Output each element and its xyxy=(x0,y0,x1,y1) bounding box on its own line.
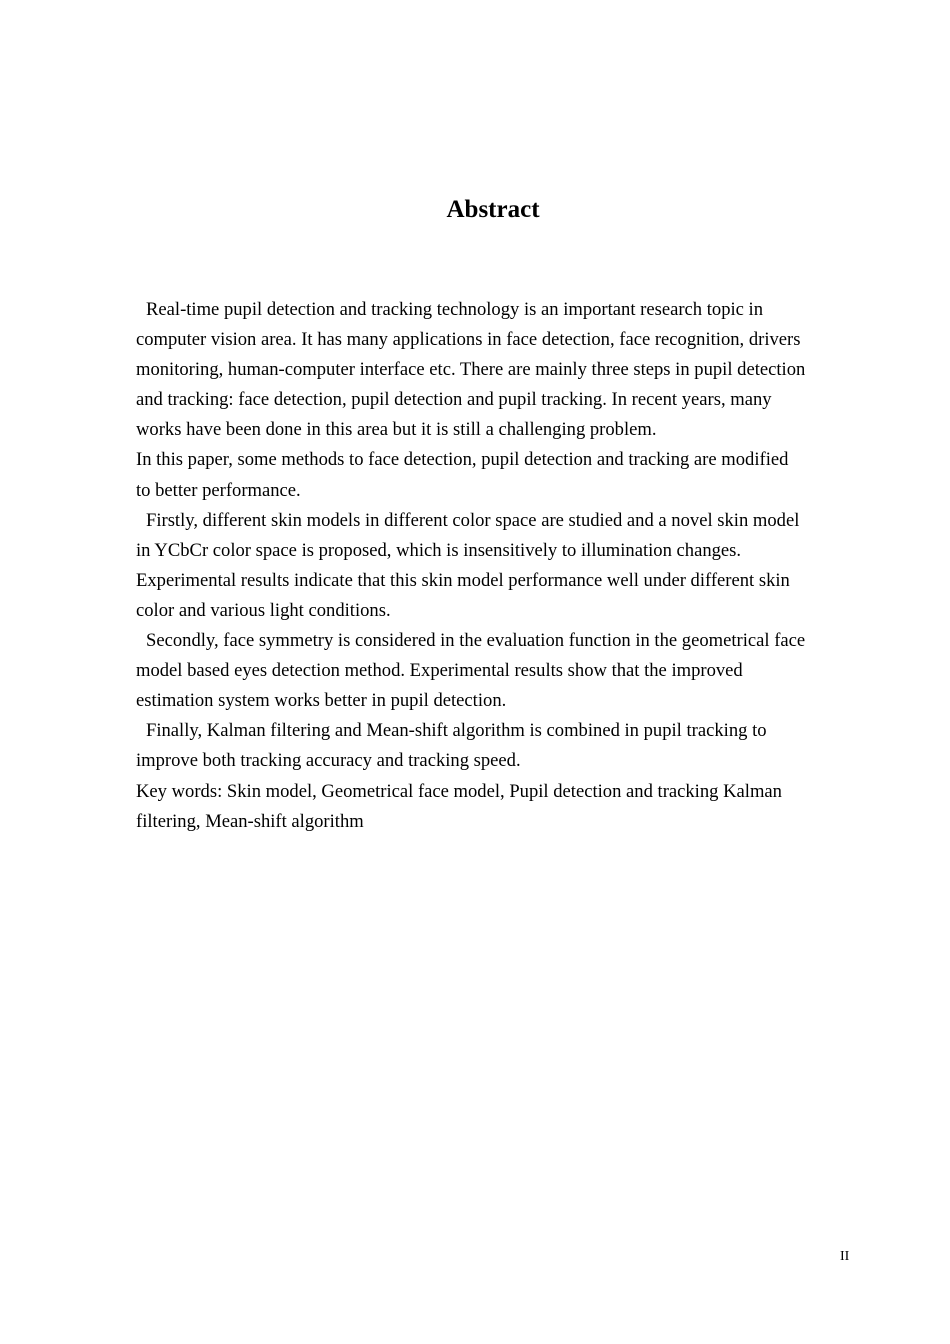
abstract-paragraph-1: Real-time pupil detection and tracking technology is an important research topic in computer vision area. It has many applications in face detection, face recognition, drivers monitoring, human-computer interface etc. There are mainly three steps in pupil detection and tracking: face detection, pupil detection and pupil tracking. In recent years, many works have been done in this area but it is still a challenging problem. xyxy=(136,299,806,441)
abstract-paragraph-3: Firstly, different skin models in different color space are studied and a novel skin model in YCbCr color space is proposed, which is insensitively to illumination changes. Experimental results indicate that this skin model performance well under different skin color and various light conditions. xyxy=(136,509,800,621)
page-number: II xyxy=(840,1249,850,1264)
page-title: Abstract xyxy=(446,196,540,223)
abstract-paragraph-4: Secondly, face symmetry is considered in the evaluation function in the geometrical face model based eyes detection method. Experimental results show that the improved estimation system works better in pupil detection. xyxy=(136,630,806,712)
keywords-paragraph: Key words: Skin model, Geometrical face model, Pupil detection and tracking Kalman filtering, Mean-shift algorithm xyxy=(136,780,782,832)
abstract-paragraph-5: Finally, Kalman filtering and Mean-shift algorithm is combined in pupil tracking to improve both tracking accuracy and tracking speed. xyxy=(136,720,767,772)
abstract-paragraph-2: In this paper, some methods to face detection, pupil detection and tracking are modified to better performance. xyxy=(136,449,789,501)
abstract-body xyxy=(136,295,806,837)
